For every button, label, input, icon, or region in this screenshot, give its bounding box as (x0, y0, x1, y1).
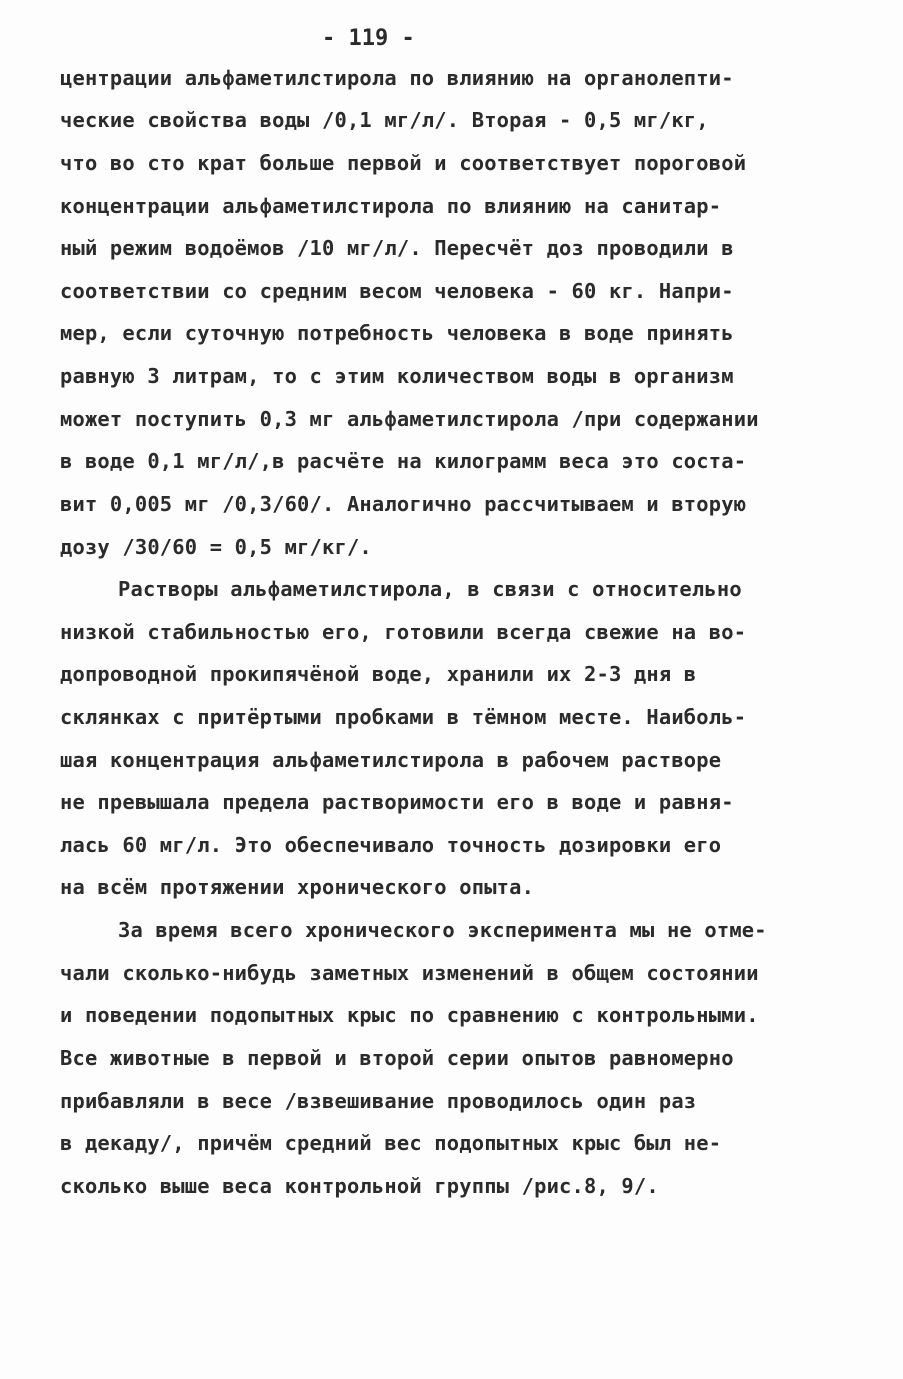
text-line: низкой стабильностью его, готовили всегда свежие на во- (60, 620, 747, 644)
paragraph-first-line: За время всего хронического эксперимента мы не отме- (118, 918, 767, 942)
text-line: лась 60 мг/л. Это обеспечивало точность дозировки его (60, 833, 722, 857)
text-line: склянках с притёртыми пробками в тёмном месте. Наиболь- (60, 705, 747, 729)
text-line: сколько выше веса контрольной группы /рис.8, 9/. (60, 1174, 659, 1198)
text-line: в декаду/, причём средний вес подопытных крыс был не- (60, 1131, 722, 1155)
text-line: вит 0,005 мг /0,3/60/. Аналогично рассчитываем и вторую (60, 492, 747, 516)
text-line: может поступить 0,3 мг альфаметилстирола /при содержании (60, 407, 759, 431)
text-line: и поведении подопытных крыс по сравнению с контрольными. (60, 1003, 759, 1027)
text-line: не превышала предела растворимости его в воде и равня- (60, 790, 734, 814)
text-line: концентрации альфаметилстирола по влиянию на санитар- (60, 194, 722, 218)
paragraph-first-line: Растворы альфаметилстирола, в связи с относительно (118, 577, 742, 601)
text-line: ный режим водоёмов /10 мг/л/. Пересчёт доз проводили в (60, 236, 734, 260)
text-line: что во сто крат больше первой и соответствует пороговой (60, 151, 747, 175)
text-line: прибавляли в весе /взвешивание проводилось один раз (60, 1089, 697, 1113)
text-line: Все животные в первой и второй серии опытов равномерно (60, 1046, 734, 1070)
text-line: на всём протяжении хронического опыта. (60, 875, 535, 899)
text-line: равную 3 литрам, то с этим количеством воды в организм (60, 364, 734, 388)
text-line: шая концентрация альфаметилстирола в рабочем растворе (60, 748, 722, 772)
text-line: чали сколько-нибудь заметных изменений в общем состоянии (60, 961, 759, 985)
text-line: центрации альфаметилстирола по влиянию на органолепти- (60, 66, 734, 90)
page-number: - 119 - (322, 26, 415, 51)
text-line: дозу /30/60 = 0,5 мг/кг/. (60, 535, 372, 559)
text-line: ческие свойства воды /0,1 мг/л/. Вторая - 0,5 мг/кг, (60, 108, 709, 132)
text-line: допроводной прокипячёной воде, хранили их 2-3 дня в (60, 662, 697, 686)
text-line: мер, если суточную потребность человека в воде принять (60, 321, 734, 345)
text-line: в воде 0,1 мг/л/,в расчёте на килограмм веса это соста- (60, 449, 747, 473)
text-line: соответствии со средним весом человека - 60 кг. Напри- (60, 279, 734, 303)
